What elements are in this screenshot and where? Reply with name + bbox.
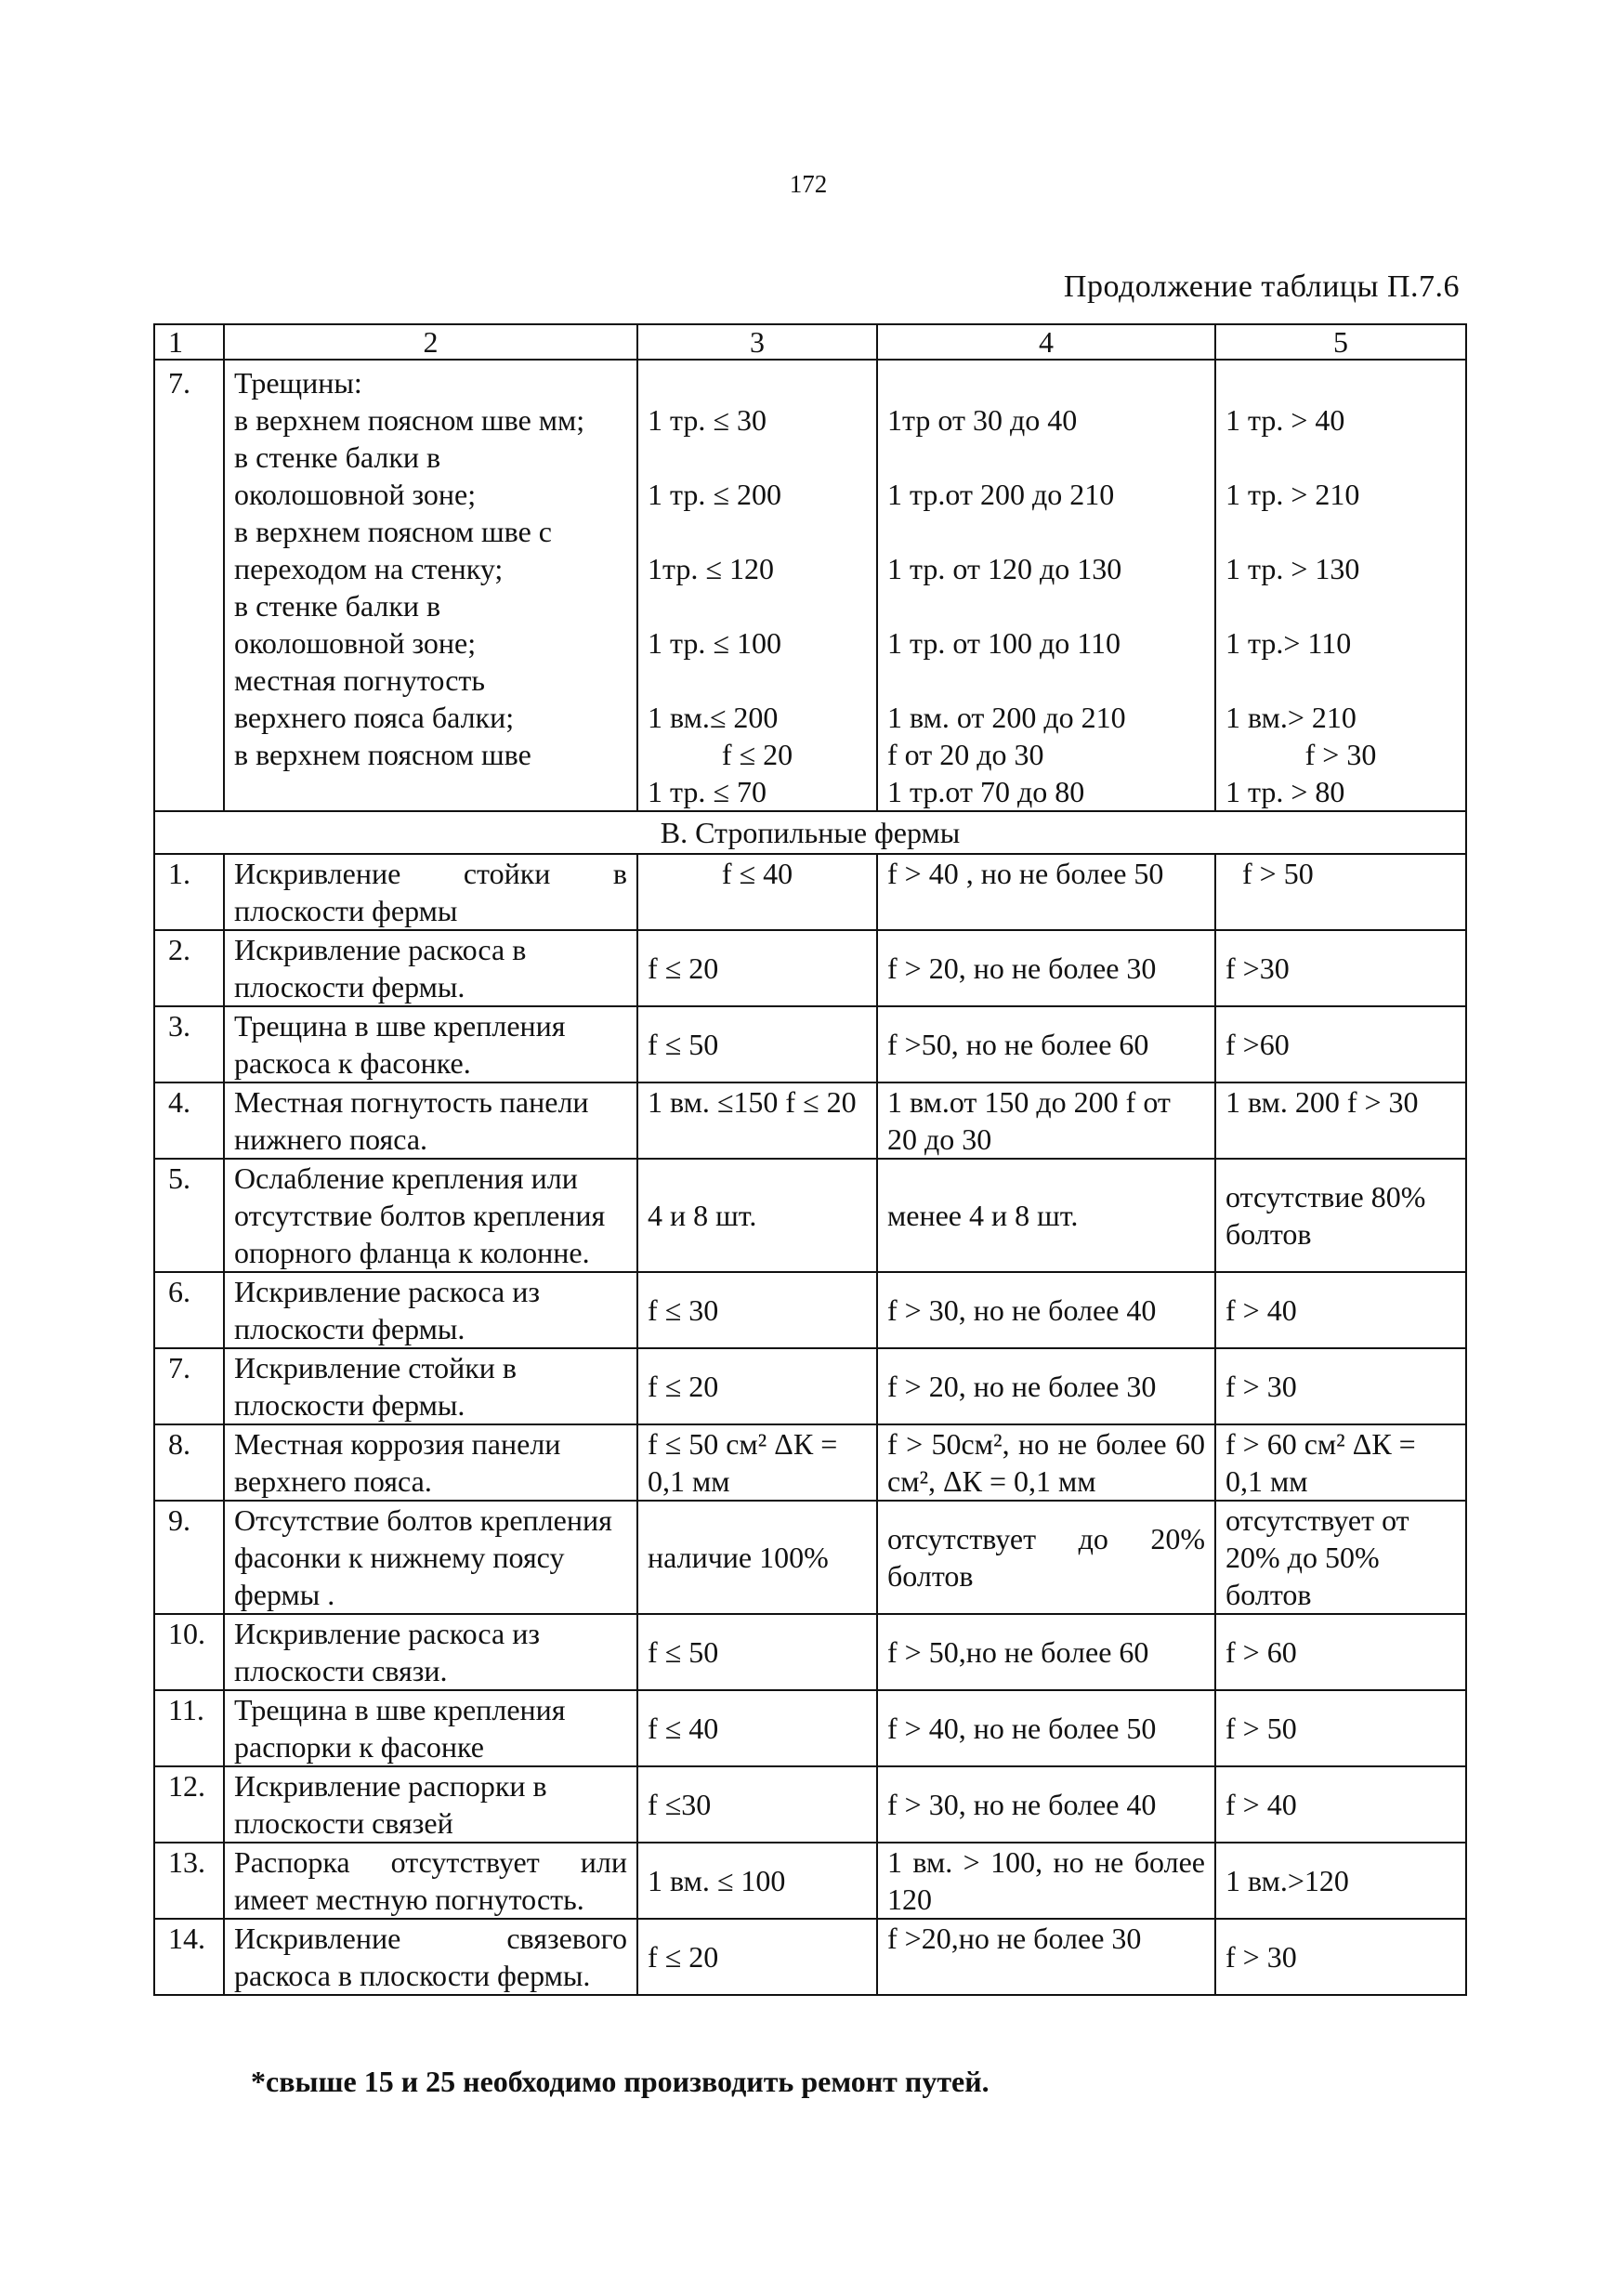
table-row [154, 1272, 1466, 1348]
cracks-desc-line: околошовной зоне; [234, 478, 477, 511]
row-warning-limit: f > 50,но не более 60 [877, 1614, 1215, 1690]
row-description: Распорка отсутствует или имеет местную погнутость. [224, 1843, 637, 1919]
row-critical-limit [1215, 360, 1466, 811]
row-description: Отсутствие болтов крепления фасонки к нижнему поясу фермы . [224, 1501, 637, 1614]
row-description: Искривление распорки в плоскости связей [224, 1766, 637, 1843]
cracks-c4-line: 1 вм. от 200 до 210 [887, 701, 1126, 734]
row-warning-limit: f > 30, но не более 40 [877, 1766, 1215, 1843]
row-warning-limit [877, 360, 1215, 811]
row-number: 10. [154, 1614, 224, 1690]
section-title: В. Стропильные фермы [154, 811, 1466, 854]
row-critical-limit: 1 вм. 200 f > 30 [1215, 1082, 1466, 1159]
header-cell: 5 [1215, 324, 1466, 360]
cracks-c5-line: 1 тр. > 40 [1225, 403, 1345, 437]
cracks-c4-line: 1тр от 30 до 40 [887, 403, 1078, 437]
row-normal-limit: f ≤ 20 [637, 1919, 877, 1995]
row-normal-limit: 4 и 8 шт. [637, 1159, 877, 1272]
table-row [154, 1690, 1466, 1766]
cracks-c4-line: 1 тр. от 120 до 130 [887, 552, 1122, 585]
cracks-desc-line: в стенке балки в [234, 589, 441, 623]
row-number: 13. [154, 1843, 224, 1919]
row-number: 14. [154, 1919, 224, 1995]
cracks-c5-line: f > 30 [1304, 738, 1377, 771]
cracks-desc-line: в стенке балки в [234, 440, 441, 474]
row-warning-limit: f >20,но не более 30 [877, 1919, 1215, 1995]
cracks-c4-line: 1 тр.от 70 до 80 [887, 775, 1085, 808]
row-warning-limit: f > 50см², но не более 60 см², ΔК = 0,1 мм [877, 1424, 1215, 1501]
cracks-c3-line: 1 тр. ≤ 100 [648, 626, 781, 660]
cracks-c4-line: f от 20 до 30 [887, 738, 1044, 771]
row-description: Искривление связевого раскоса в плоскости фермы. [224, 1919, 637, 1995]
cracks-c3-line: 1 вм.≤ 200 [648, 701, 779, 734]
row-warning-limit: f > 20, но не более 30 [877, 1348, 1215, 1424]
row-description: Ослабление крепления или отсутствие болтов крепления опорного фланца к колонне. [224, 1159, 637, 1272]
row-description: Искривление раскоса из плоскости фермы. [224, 1272, 637, 1348]
row-warning-limit: f > 40, но не более 50 [877, 1690, 1215, 1766]
row-warning-limit: менее 4 и 8 шт. [877, 1159, 1215, 1272]
table-row [154, 1006, 1466, 1082]
row-number: 5. [154, 1159, 224, 1272]
section-header-row [154, 811, 1466, 854]
table-row [154, 1614, 1466, 1690]
table-row [154, 1766, 1466, 1843]
header-row [154, 324, 1466, 360]
row-critical-limit: f > 50 [1215, 1690, 1466, 1766]
row-number: 11. [154, 1690, 224, 1766]
row-normal-limit: f ≤ 20 [637, 1348, 877, 1424]
table-row [154, 1424, 1466, 1501]
row-description: Искривление раскоса из плоскости связи. [224, 1614, 637, 1690]
cracks-desc-line: в верхнем поясном шве мм; [234, 403, 585, 437]
row-description: Трещина в шве крепления раскоса к фасонке. [224, 1006, 637, 1082]
row-warning-limit: 1 вм. > 100, но не более 120 [877, 1843, 1215, 1919]
table-row [154, 1159, 1466, 1272]
row-normal-limit: f ≤ 50 [637, 1006, 877, 1082]
cracks-c4-line: 1 тр. от 100 до 110 [887, 626, 1121, 660]
table-footnote: *свыше 15 и 25 необходимо производить ремонт путей. [251, 2065, 990, 2098]
cracks-desc-line: местная погнутость [234, 663, 485, 697]
cracks-c3-line: 1 тр. ≤ 200 [648, 478, 781, 511]
page-number: 172 [789, 170, 828, 198]
cracks-c3-line [648, 587, 867, 624]
cracks-c4-line [887, 513, 1205, 550]
row-critical-limit: f >60 [1215, 1006, 1466, 1082]
row-critical-limit: f > 30 [1215, 1348, 1466, 1424]
row-warning-limit: отсутствует до 20% болтов [877, 1501, 1215, 1614]
row-normal-limit: f ≤ 50 [637, 1614, 877, 1690]
row-normal-limit: f ≤ 40 [637, 1690, 877, 1766]
row-critical-limit: f > 60 [1215, 1614, 1466, 1690]
row-number: 4. [154, 1082, 224, 1159]
table-row [154, 1348, 1466, 1424]
header-cell: 2 [224, 324, 637, 360]
row-warning-limit: 1 вм.от 150 до 200 f от 20 до 30 [877, 1082, 1215, 1159]
row-normal-limit: f ≤30 [637, 1766, 877, 1843]
row-number: 8. [154, 1424, 224, 1501]
row-critical-limit: отсутствует от 20% до 50% болтов [1215, 1501, 1466, 1614]
cracks-c3-line: f ≤ 20 [721, 738, 793, 771]
row-description: Искривление стойки в плоскости фермы [224, 854, 637, 930]
table-row-cracks [154, 360, 1466, 811]
table-row [154, 1082, 1466, 1159]
cracks-c5-line [1225, 439, 1456, 476]
row-normal-limit: 1 вм. ≤ 100 [637, 1843, 877, 1919]
row-warning-limit: f >50, но не более 60 [877, 1006, 1215, 1082]
row-normal-limit: наличие 100% [637, 1501, 877, 1614]
defects-table [153, 323, 1467, 1996]
cracks-c3-line [648, 439, 867, 476]
cracks-title: Трещины: [234, 366, 362, 400]
cracks-c5-line: 1 вм.> 210 [1225, 701, 1357, 734]
row-critical-limit: f > 60 см² ΔК = 0,1 мм [1215, 1424, 1466, 1501]
cracks-c5-line [1225, 513, 1456, 550]
cracks-c3-line: 1 тр. ≤ 70 [648, 775, 767, 808]
cracks-c5-line: 1 тр.> 110 [1225, 626, 1352, 660]
row-number: 2. [154, 930, 224, 1006]
cracks-desc-line [234, 773, 627, 810]
row-description: Искривление стойки в плоскости фермы. [224, 1348, 637, 1424]
row-number: 3. [154, 1006, 224, 1082]
table-row [154, 1501, 1466, 1614]
cracks-c4-line [887, 439, 1205, 476]
row-normal-limit [637, 360, 877, 811]
header-cell: 1 [154, 324, 224, 360]
row-normal-limit: f ≤ 40 [637, 854, 877, 930]
cracks-c4-line: 1 тр.от 200 до 210 [887, 478, 1115, 511]
row-critical-limit: отсутствие 80% болтов [1215, 1159, 1466, 1272]
table-caption: Продолжение таблицы П.7.6 [1063, 269, 1460, 304]
row-description: Местная погнутость панели нижнего пояса. [224, 1082, 637, 1159]
cracks-c5-line: 1 тр. > 80 [1225, 775, 1345, 808]
cracks-c5-line [1225, 662, 1456, 699]
table-row [154, 930, 1466, 1006]
row-number: 1. [154, 854, 224, 930]
row-critical-limit: f > 30 [1215, 1919, 1466, 1995]
row-critical-limit: f >30 [1215, 930, 1466, 1006]
cracks-c3-line [648, 513, 867, 550]
row-warning-limit: f > 40 , но не более 50 [877, 854, 1215, 930]
row-number: 9. [154, 1501, 224, 1614]
row-normal-limit: f ≤ 20 [637, 930, 877, 1006]
cracks-c5-line: 1 тр. > 130 [1225, 552, 1360, 585]
row-description: Искривление раскоса в плоскости фермы. [224, 930, 637, 1006]
row-critical-limit: f > 40 [1215, 1272, 1466, 1348]
cracks-c3-line: 1тр. ≤ 120 [648, 552, 774, 585]
row-normal-limit: f ≤ 50 см² ΔК = 0,1 мм [637, 1424, 877, 1501]
cracks-c5-line: 1 тр. > 210 [1225, 478, 1360, 511]
table-row [154, 1919, 1466, 1995]
cracks-desc-line: в верхнем поясном шве [234, 738, 531, 771]
cracks-c5-line [1225, 587, 1456, 624]
row-number: 6. [154, 1272, 224, 1348]
cracks-c3-line: 1 тр. ≤ 30 [648, 403, 767, 437]
header-cell: 4 [877, 324, 1215, 360]
row-number: 7. [154, 360, 224, 811]
row-description [224, 360, 637, 811]
cracks-c3-line [648, 662, 867, 699]
row-critical-limit: f > 40 [1215, 1766, 1466, 1843]
header-cell: 3 [637, 324, 877, 360]
cracks-c4-line [887, 662, 1205, 699]
row-normal-limit: 1 вм. ≤150 f ≤ 20 [637, 1082, 877, 1159]
row-description: Местная коррозия панели верхнего пояса. [224, 1424, 637, 1501]
cracks-desc-line: в верхнем поясном шве с [234, 515, 552, 548]
row-number: 12. [154, 1766, 224, 1843]
row-description: Трещина в шве крепления распорки к фасонке [224, 1690, 637, 1766]
table-row [154, 854, 1466, 930]
cracks-desc-line: переходом на стенку; [234, 552, 504, 585]
row-critical-limit: 1 вм.>120 [1215, 1843, 1466, 1919]
table-row [154, 1843, 1466, 1919]
row-warning-limit: f > 20, но не более 30 [877, 930, 1215, 1006]
row-critical-limit: f > 50 [1215, 854, 1466, 930]
row-number: 7. [154, 1348, 224, 1424]
row-normal-limit: f ≤ 30 [637, 1272, 877, 1348]
cracks-desc-line: околошовной зоне; [234, 626, 477, 660]
cracks-c4-line [887, 587, 1205, 624]
cracks-desc-line: верхнего пояса балки; [234, 701, 515, 734]
row-warning-limit: f > 30, но не более 40 [877, 1272, 1215, 1348]
